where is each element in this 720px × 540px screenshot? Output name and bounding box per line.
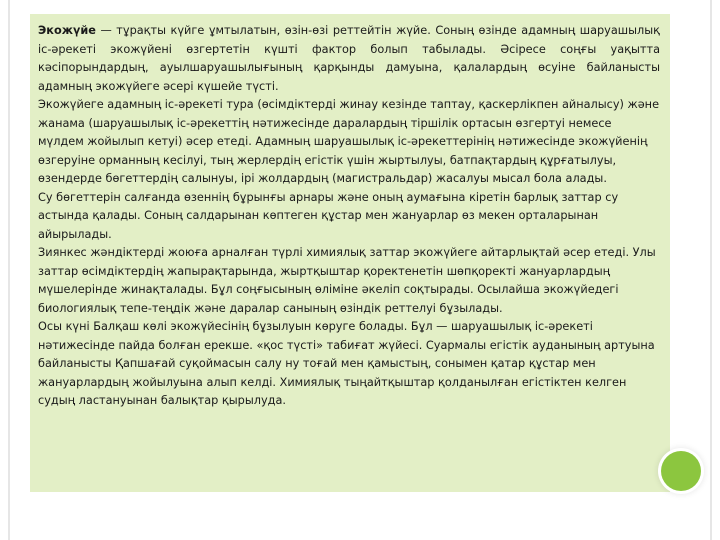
slide-right-edge [710, 0, 712, 540]
paragraph-balkhash: Осы күні Балқаш көлі экожүйесінің бұзылуын көруге болады. Бұл — шаруашылық іс-әрекеті нәтижесінде пайда болған ерекше. «қос түсті» табиғат жүйесі. Суармалы егістік ауданының артуына байланысты Қапшағай суқоймасын салу ну тоғай мен қамыстың, сонымен қатар құстар мен жануарлардың жойылуына алып келді. Химиялық тыңайтқыштар қолданылған егістіктен келген судың ластануынан балықтар қырылуда. [38, 320, 655, 407]
paragraph-chemicals: Зиянкес жәндіктерді жоюға арналған түрлі химиялық заттар экожүйеге айтарлықтай әсер етеді. Улы заттар өсімдіктердің жапырақтарында, жыртқыштар қоректенетін шөпқоректі жануарлардың мүшелерінде жинақталады. Бұл соңғысының өліміне әкеліп соқтырады. Осылайша экожүйедегі биологиялық тепе-теңдік және даралар санының өзіндік реттелуі бұзылады. [38, 246, 656, 315]
content-panel [30, 14, 670, 492]
intro-paragraph [38, 22, 660, 96]
slide-left-edge [8, 0, 10, 540]
term-heading: Экожүйе [38, 24, 96, 37]
paragraph-impact: Экожүйеге адамның іс-әрекеті тура (өсімдіктерді жинау кезінде таптау, қаскерлікпен айналысу) және жанама (шаруашылық іс-әрекеттің нәтижесінде даралардың тіршілік ортасын өзгертуі немесе мүлдем жойылып кетуі) әсер етеді. Адамның шаруашылық іс-әрекеттерінің нәтижесінде экожүйенің өзгеруіне орманның кесілуі, тың жерлердің егістік үшін жыртылуы, батпақтардың құрғатылуы, өзендерде бөгеттердің салынуы, ірі жолдардың (магистральдар) жасалуы мысал бола алады. [38, 98, 660, 185]
decorative-circle [661, 451, 701, 491]
intro-text: — тұрақты күйге ұмтылатын, өзін-өзі реттейтін жүйе. Соның өзінде адамның шаруашылық іс-әрекеті экожүйені өзгертетін күшті фактор болып табылады. Әсіресе соңғы уақытта кәсіпорындардың, ауылшаруашылығының қарқынды дамуына, қалалардың өсуіне байланысты адамның экожүйеге әсері күшейе түсті. [38, 24, 660, 93]
paragraph-dams: Су бөгеттерін салғанда өзеннің бұрынғы арнары және оның аумағына кіретін барлық заттар су астында қалады. Соның салдарынан көптеген құстар мен жануарлар өз мекен орталарынан айырылады. [38, 190, 619, 241]
